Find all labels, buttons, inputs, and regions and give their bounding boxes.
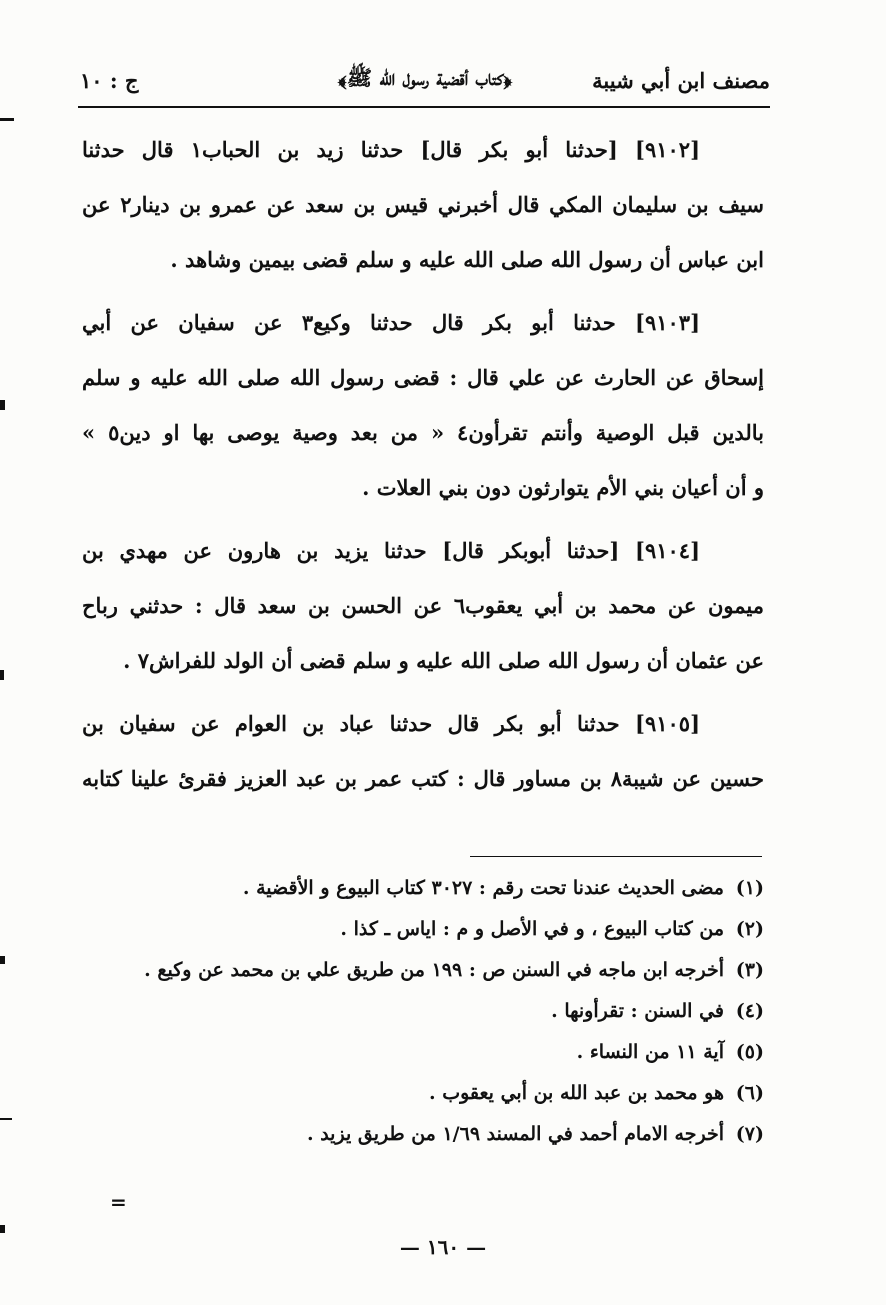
footnote-text: هو محمد بن عبد الله بن أبي يعقوب . <box>428 1082 724 1104</box>
footnote-text: أخرجه ابن ماجه في السنن ص : ١٩٩ من طريق علي بن محمد عن وكيع . <box>144 959 724 981</box>
hadith-9103 <box>82 295 764 515</box>
footnote-number: (٥) <box>735 1041 764 1063</box>
footnote-5 <box>82 1032 764 1073</box>
footnote-text: آية ١١ من النساء . <box>576 1041 724 1063</box>
text-line: إسحاق عن الحارث عن علي قال : قضى رسول الله صلى الله عليه و سلم <box>82 365 764 390</box>
text-line: [٩١٠٥] حدثنا أبو بكر قال حدثنا عباد بن العوام عن سفيان بن <box>82 711 700 736</box>
footnote-number: (٤) <box>735 1000 764 1022</box>
hadith-9105 <box>82 696 764 806</box>
footnote-text: في السنن : تقرأونها . <box>551 1000 724 1022</box>
text-line: [٩١٠٤] [حدثنا أبوبكر قال] حدثنا يزيد بن هارون عن مهدي بن <box>82 538 700 563</box>
text-line: ابن عباس أن رسول الله صلى الله عليه و سلم قضى بيمين وشاهد . <box>170 247 764 272</box>
footnote-3 <box>82 950 764 991</box>
header-book-title: مصنف ابن أبي شيبة <box>592 67 770 93</box>
footnote-1 <box>82 868 764 909</box>
scan-mark <box>0 956 5 964</box>
text-line: عن عثمان أن رسول الله صلى الله عليه و سلم قضى أن الولد للفراش٧ . <box>123 648 764 673</box>
scan-mark <box>0 1118 12 1120</box>
footnote-number: (٦) <box>735 1082 764 1104</box>
scan-mark <box>0 670 4 680</box>
header-chapter-title: ﴿كتاب أقضية رسول الله ﷺ﴾ <box>338 64 512 90</box>
text-line: حسين عن شيبة٨ بن مساور قال : كتب عمر بن عبد العزيز فقرئ علينا كتابه <box>82 766 764 791</box>
footnote-separator <box>470 856 762 857</box>
text-line: [٩١٠٣] حدثنا أبو بكر قال حدثنا وكيع٣ عن سفيان عن أبي <box>82 310 700 335</box>
scan-mark <box>0 1225 5 1233</box>
text-line: و أن أعيان بني الأم يتوارثون دون بني العلات . <box>362 475 764 500</box>
header-volume: ج : ١٠ <box>80 67 139 93</box>
main-text <box>82 122 764 814</box>
text-line: ميمون عن محمد بن أبي يعقوب٦ عن الحسن بن سعد قال : حدثني رباح <box>82 593 764 618</box>
text-line: بالدين قبل الوصية وأنتم تقرأون٤ « من بعد وصية يوصى بها او دين٥ » <box>82 420 764 445</box>
footnote-text: أخرجه الامام أحمد في المسند ١/٦٩ من طريق يزيد . <box>306 1123 724 1145</box>
header-rule <box>78 106 770 108</box>
footnote-2 <box>82 909 764 950</box>
scan-mark <box>0 400 5 410</box>
text-line: سيف بن سليمان المكي قال أخبرني قيس بن سعد عن عمرو بن دينار٢ عن <box>82 192 764 217</box>
footnote-number: (٣) <box>735 959 764 981</box>
hadith-9102 <box>82 122 764 287</box>
page-number: — ١٦٠ — <box>399 1235 487 1259</box>
text-line: [٩١٠٢] [حدثنا أبو بكر قال] حدثنا زيد بن الحباب١ قال حدثنا <box>82 137 700 162</box>
hadith-9104 <box>82 523 764 688</box>
running-header <box>80 58 770 102</box>
footnote-7 <box>82 1114 764 1155</box>
footnote-number: (٢) <box>735 918 764 940</box>
footnotes <box>82 868 764 1155</box>
footnote-number: (٧) <box>735 1123 764 1145</box>
scan-mark <box>0 118 14 121</box>
footnote-text: من كتاب البيوع ، و في الأصل و م : اياس ـ كذا . <box>340 918 724 940</box>
footnote-text: مضى الحديث عندنا تحت رقم : ٣٠٢٧ كتاب البيوع و الأقضية . <box>242 877 724 899</box>
footnote-6 <box>82 1073 764 1114</box>
footnote-number: (١) <box>735 877 764 899</box>
footnote-4 <box>82 991 764 1032</box>
continuation-mark: = <box>110 1190 127 1214</box>
